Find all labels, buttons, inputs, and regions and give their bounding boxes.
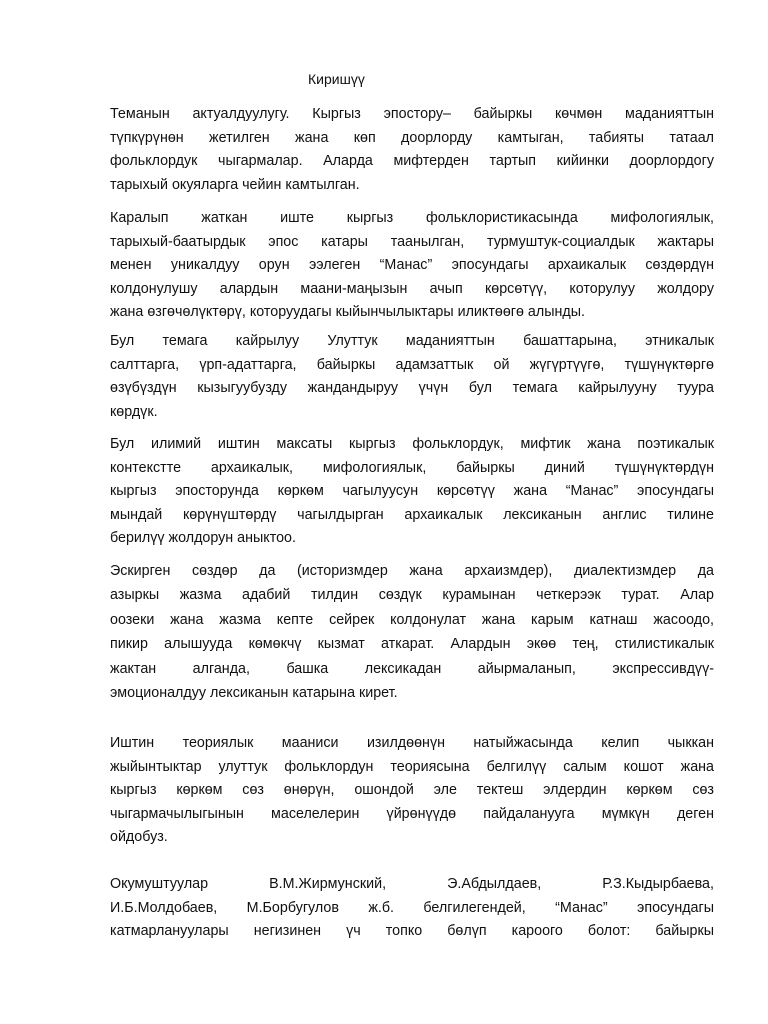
text-line: И.Б.Молдобаев, М.Борбугулов ж.б. белгилегендей, “Манас” эпосундагы xyxy=(110,899,714,916)
text-line: түпкүрүнөн жетилген жана көп доорлорду камтыган, табияты татаал xyxy=(110,129,714,146)
text-line: катмарлануулары негизинен үч топко бөлүп кароого болот: байыркы xyxy=(110,923,714,939)
text-line: көрдүк. xyxy=(110,403,158,420)
text-line: колдонулушу алардын маани-маңызын ачып көрсөтүү, которулуу жолдору xyxy=(110,280,714,297)
text-line: Бул илимий иштин максаты кыргыз фольклордук, мифтик жана поэтикалык xyxy=(110,436,714,452)
text-line: тарыхый-баатырдык эпос катары таанылган, турмуштук-социалдык жактары xyxy=(110,233,714,250)
text-line: эмоционалдуу лексиканын катарына кирет. xyxy=(110,684,398,701)
text-line: салттарга, үрп-адаттарга, байыркы адамзаттык ой жүгүртүүгө, түшүнүктөргө xyxy=(110,356,714,373)
text-line: кыргыз көркөм сөз өнөрүн, ошондой эле тектеш элдердин көркөм сөз xyxy=(110,782,714,798)
text-line: фольклордук чыгармалар. Аларда мифтерден тартып кийинки доорлордогу xyxy=(110,153,714,169)
page-title: Киришүү xyxy=(308,71,365,87)
paragraph-scope xyxy=(110,207,714,325)
text-line: контекстте архаикалык, мифологиялык, байыркы диний түшүнүктөрдүн xyxy=(110,459,714,476)
text-line: берилүү жолдорун аныктоо. xyxy=(110,530,296,546)
text-line: Бул темага кайрылуу Улуттук маданияттын башаттарына, этникалык xyxy=(110,333,714,349)
text-line: ойдобуз. xyxy=(110,829,168,845)
text-line: жана өзгөчөлүктөрү, которуудагы кыйынчылыктары иликтөөгө алынды. xyxy=(110,304,585,320)
text-line: оозеки жана жазма кепте сейрек колдонулат жана карым катнаш жасоодо, xyxy=(110,611,714,628)
text-line: Теманын актуалдуулугу. Кыргыз эпостору– байыркы көчмөн маданияттын xyxy=(110,106,714,122)
paragraph-theoretical-significance xyxy=(110,732,714,850)
paragraph-scholars xyxy=(110,873,714,944)
paragraph-relevance xyxy=(110,103,714,197)
text-line: мындай көрүнүштөрдү чагылдырган архаикалык лексиканын англис тилине xyxy=(110,506,714,523)
text-line: жактан алганда, башка лексикадан айырмаланып, экспрессивдүү- xyxy=(110,660,714,677)
text-line: Окумуштуулар В.М.Жирмунский, Э.Абдылдаев, Р.З.Кыдырбаева, xyxy=(110,876,714,892)
text-line: өзүбүздүн кызыгуубузду жандандыруу үчүн бул темага кайрылууну туура xyxy=(110,380,714,396)
text-line: чыгармачылыгынын маселелерин үйрөнүүдө пайдаланууга мүмкүн деген xyxy=(110,805,714,822)
text-line: пикир алышууда көмөкчү кызмат аткарат. Алардын экөө тең, стилистикалык xyxy=(110,636,714,653)
text-line: Иштин теориялык мааниси изилдөөнүн натыйжасында келип чыккан xyxy=(110,735,714,751)
paragraph-archaisms xyxy=(110,559,714,705)
paragraph-motivation xyxy=(110,330,714,424)
text-line: тарыхый окуяларга чейин камтылган. xyxy=(110,176,360,193)
paragraph-goal xyxy=(110,433,714,551)
text-line: жыйынтыктар улуттук фольклордун теориясына белгилүү салым кошот жана xyxy=(110,758,714,775)
text-line: менен уникалдуу орун ээлеген “Манас” эпосундагы архаикалык сөздөрдүн xyxy=(110,257,714,273)
text-line: Эскирген сөздөр да (историзмдер жана архаизмдер), диалектизмдер да xyxy=(110,563,714,579)
text-line: азыркы жазма адабий тилдин сөздүк курамынан четкерээк турат. Алар xyxy=(110,587,714,604)
text-line: кыргыз эпосторунда көркөм чагылуусун көрсөтүү жана “Манас” эпосундагы xyxy=(110,483,714,499)
text-line: Каралып жаткан иште кыргыз фольклористикасында мифологиялык, xyxy=(110,210,714,226)
